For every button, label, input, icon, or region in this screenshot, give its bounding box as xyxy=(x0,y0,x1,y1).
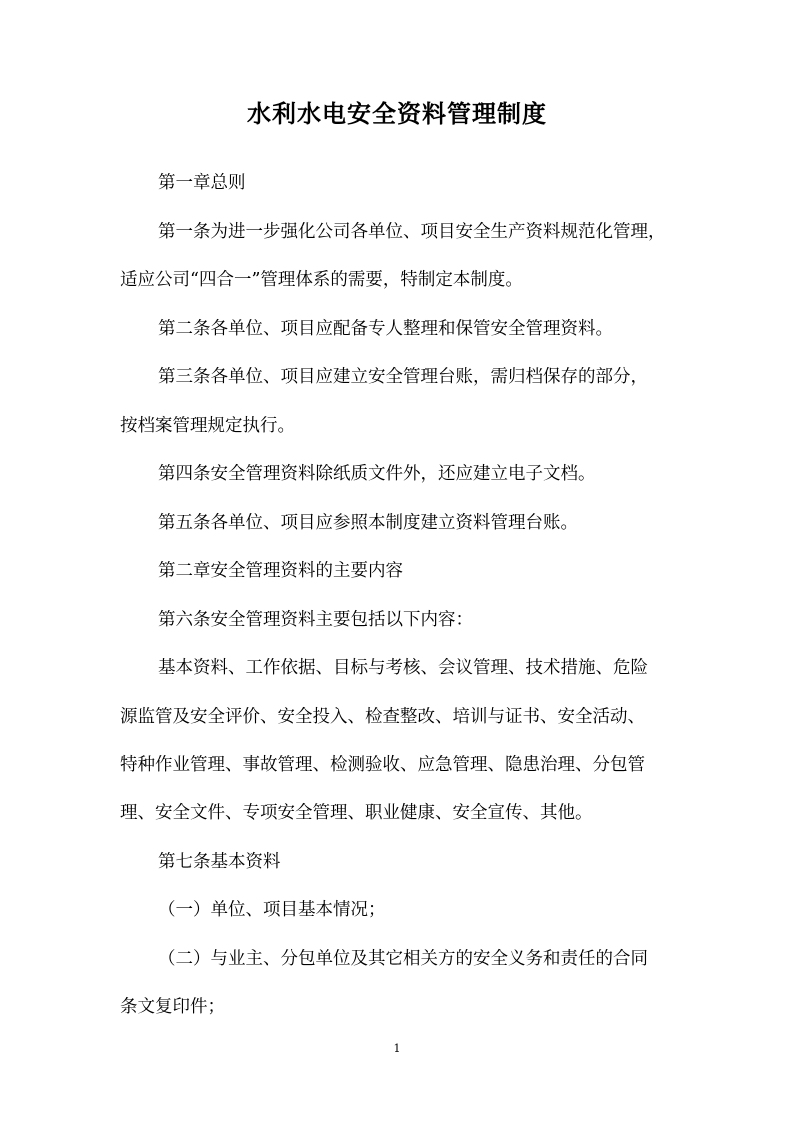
paragraph-line: 源监管及安全评价、安全投入、检查整改、培训与证书、安全活动、 xyxy=(120,707,645,727)
chapter-heading-2: 第二章安全管理资料的主要内容 xyxy=(158,561,403,581)
paragraph-line: 按档案管理规定执行。 xyxy=(120,416,295,436)
paragraph-line: 第一条为进一步强化公司各单位、项目安全生产资料规范化管理， xyxy=(158,222,666,242)
paragraph-line: 第二条各单位、项目应配备专人整理和保管安全管理资料。 xyxy=(158,319,613,339)
chapter-heading-1: 第一章总则 xyxy=(158,173,246,193)
paragraph-line: 适应公司“四合一”管理体系的需要，特制定本制度。 xyxy=(120,270,523,290)
paragraph-line: 第七条基本资料 xyxy=(158,852,281,872)
paragraph-line: 特种作业管理、事故管理、检测验收、应急管理、隐患治理、分包管 xyxy=(120,755,645,775)
paragraph-line: 第四条安全管理资料除纸质文件外，还应建立电子文档。 xyxy=(158,464,596,484)
document-title: 水利水电安全资料管理制度 xyxy=(247,100,547,128)
paragraph-line: 第五条各单位、项目应参照本制度建立资料管理台账。 xyxy=(158,513,578,533)
page-number: 1 xyxy=(393,1042,401,1055)
paragraph-line: 基本资料、工作依据、目标与考核、会议管理、技术措施、危险 xyxy=(158,658,648,678)
list-item: （二）与业主、分包单位及其它相关方的安全义务和责任的合同 xyxy=(158,949,648,969)
paragraph-line: 理、安全文件、专项安全管理、职业健康、安全宣传、其他。 xyxy=(120,803,593,823)
paragraph-line: 第六条安全管理资料主要包括以下内容： xyxy=(158,610,473,630)
paragraph-line: 第三条各单位、项目应建立安全管理台账，需归档保存的部分， xyxy=(158,367,648,387)
paragraph-line: 条文复印件； xyxy=(120,997,225,1017)
list-item: （一）单位、项目基本情况； xyxy=(158,900,386,920)
